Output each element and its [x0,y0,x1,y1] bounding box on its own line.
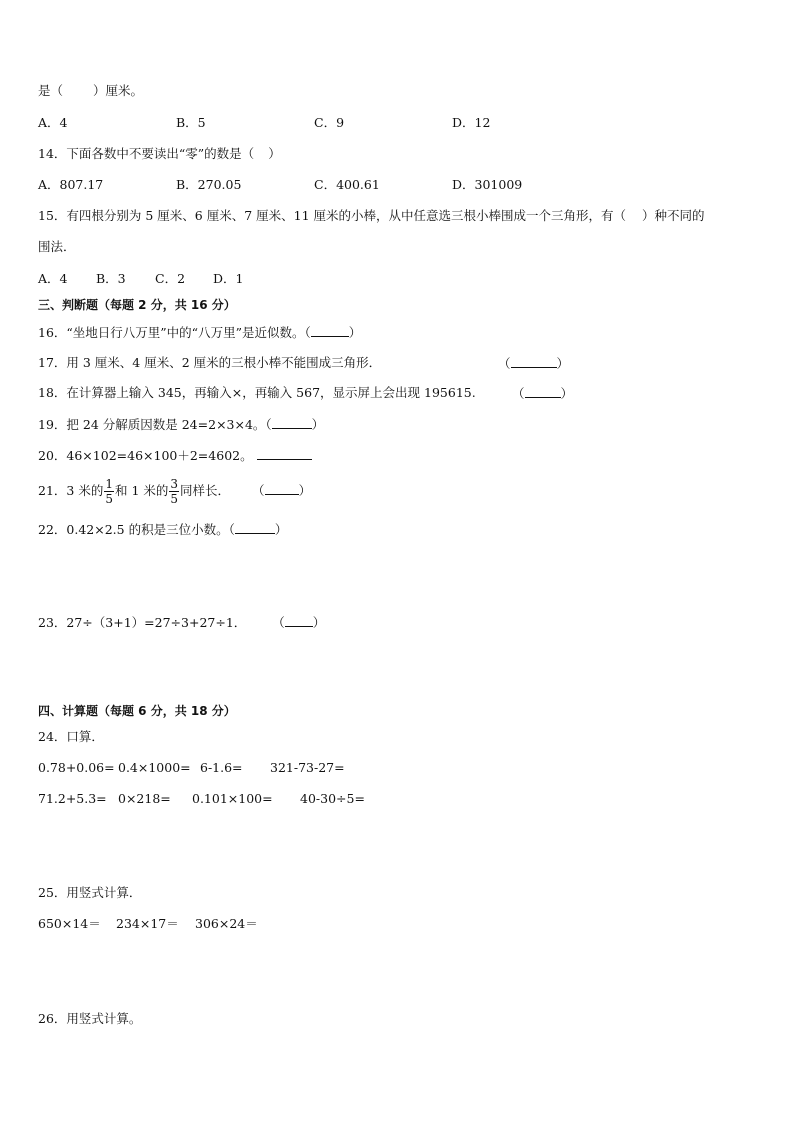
q25-item: 650×14＝ [38,916,101,931]
q21-text-a: 21．3 米的 [38,483,104,498]
q24-item: 6-1.6= [200,760,243,775]
q25-item: 306×24＝ [195,916,258,931]
section-4-heading: 四、计算题（每题 6 分，共 18 分） [38,704,236,718]
q20-answer-blank[interactable] [257,447,312,460]
q13-tail-a: 是（ [38,83,64,98]
q22-close: ） [274,522,288,537]
q14-option-a: A．807.17 [38,177,104,192]
q20-question [38,447,312,464]
q25-item: 234×17＝ [116,916,179,931]
q16-text: 16．“坐地日行八万里”中的“八万里”是近似数。（ [38,325,311,340]
q15-option-d: D．1 [213,271,244,286]
q15-text-end: ）种不同的 [642,208,705,223]
q16-close: ） [348,325,362,340]
q14-option-d: D．301009 [452,177,523,192]
q24-item: 0.4×1000= [118,760,191,775]
q13-tail [38,83,143,99]
q23-question [38,614,325,631]
q19-question [38,416,324,433]
q22-question [38,521,287,538]
q24-item: 71.2+5.3= [38,791,107,806]
q13-option-c: C．9 [314,115,345,130]
q26-title: 26．用竖式计算。 [38,1011,142,1026]
q21-text-c: 同样长． [180,483,231,498]
q17-open: （ [498,356,511,371]
q22-text: 22．0.42×2.5 的积是三位小数。（ [38,522,235,537]
q13-tail-b: ）厘米。 [93,83,144,98]
q15-option-b: B．3 [96,271,126,286]
q21-fraction-2-numerator: 3 [170,477,179,491]
q13-option-a: A．4 [38,115,68,130]
q18-open: （ [512,386,525,401]
q14-text: 14．下面各数中不要读出“零”的数是（ [38,146,255,161]
q14-close: ） [268,146,281,161]
q23-text: 23．27÷（3+1）=27÷3+27÷1． [38,615,247,630]
q18-answer-blank[interactable] [525,385,561,398]
q24-item: 0.101×100= [192,791,273,806]
q24-title: 24．口算． [38,729,104,744]
q24-item: 40-30÷5= [300,791,365,806]
q17-close: ） [556,356,570,371]
q21-fraction-1-numerator: 1 [105,477,113,491]
q21-text-b: 和 1 米的 [114,483,169,498]
q14-option-b: B．270.05 [176,177,242,192]
q18-close: ） [560,386,574,401]
q24-item: 0×218= [118,791,171,806]
q23-answer-blank[interactable] [285,614,313,627]
q19-text: 19．把 24 分解质因数是 24=2×3×4。（ [38,417,272,432]
q25-title: 25．用竖式计算． [38,885,142,900]
q17-question: 17．用 3 厘米、4 厘米、2 厘米的三根小棒不能围成三角形． [38,355,382,370]
q21-answer-blank[interactable] [265,482,299,495]
q21-fraction-2 [169,477,179,506]
q17-answer [498,355,569,372]
q16-question [38,324,361,341]
q15-option-c: C．2 [155,271,186,286]
q13-option-d: D．12 [452,115,491,130]
section-3-heading: 三、判断题（每题 2 分，共 16 分） [38,298,236,312]
q13-option-b: B．5 [176,115,206,130]
q21-fraction-2-denominator: 5 [170,492,179,506]
q15-text: 15．有四根分别为 5 厘米、6 厘米、7 厘米、11 厘米的小棒，从中任意选三根小棒围成一个三角形，有（ [38,208,627,223]
q16-answer-blank[interactable] [311,324,349,337]
q17-answer-blank[interactable] [511,355,557,368]
q21-open: （ [252,483,265,498]
q15-question-line2: 围法． [38,239,76,254]
q22-answer-blank[interactable] [235,521,275,534]
q18-question: 18．在计算器上输入 345，再输入×，再输入 567，显示屏上会出现 195615. [38,385,476,400]
q14-question [38,146,281,162]
q15-option-a: A．4 [38,271,68,286]
q24-item: 321-73-27= [270,760,345,775]
q15-question-line1 [38,208,705,224]
q21-question [38,474,311,508]
q21-fraction-1-denominator: 5 [105,492,113,506]
q21-fraction-1 [104,477,114,506]
q24-item: 0.78+0.06= [38,760,115,775]
q18-answer [512,385,573,402]
q20-text: 20．46×102=46×100＋2=4602。 [38,448,253,463]
q19-answer-blank[interactable] [272,416,312,429]
q23-close: ） [312,615,326,630]
q21-close: ） [298,483,312,498]
q14-option-c: C．400.61 [314,177,380,192]
q23-open: （ [272,615,285,630]
q19-close: ） [311,417,325,432]
